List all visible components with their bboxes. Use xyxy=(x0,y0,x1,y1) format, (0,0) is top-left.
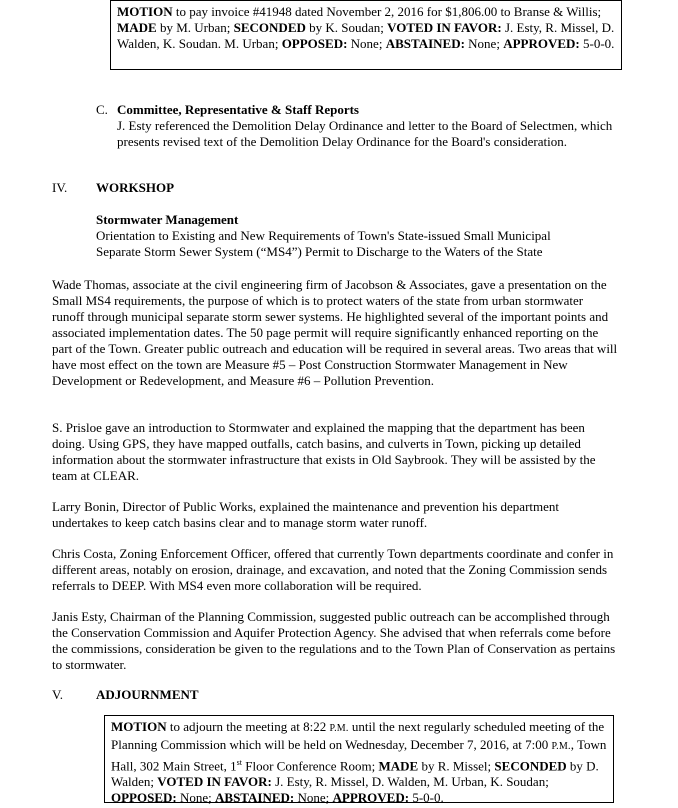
section-iv-numeral: IV. xyxy=(52,180,68,195)
motion-box-invoice xyxy=(110,0,622,70)
section-c-body: J. Esty referenced the Demolition Delay Ordinance and letter to the Board of Selectmen, which presents revised text of the Demolition Delay Ordinance for the Board's consideration. xyxy=(117,118,613,149)
motion-keyword: MOTION xyxy=(111,719,167,734)
motion-text-invoice: MOTION to pay invoice #41948 dated November 2, 2016 for $1,806.00 to Branse & Willis; MADE by M. Urban; SECONDED by K. Soudan; VOTED IN FAVOR: J. Esty, R. Missel, D. Walden, K. Soudan. M. Urban; OPPOSED: None; ABSTAINED: None; APPROVED: 5-0-0. xyxy=(117,4,615,51)
motion-text-adjourn: MOTION to adjourn the meeting at 8:22 P.M. until the next regularly scheduled meeting of the Planning Commission which will be held on Wednesday, December 7, 2016, at 7:00 P.M., Town Hall, 302 Main Street, 1st Floor Conference Room; MADE by R. Missel; SECONDED by D. Walden; VOTED IN FAVOR: J. Esty, R. Missel, D. Walden, M. Urban, K. Soudan; OPPOSED: None; ABSTAINED: None; APPROVED: 5-0-0. xyxy=(111,719,607,806)
stormwater-orientation: Orientation to Existing and New Requirements of Town's State-issued Small Municipal Separate Storm Sewer System (“MS4”) Permit to Discharge to the Waters of the State xyxy=(96,228,551,259)
section-c-letter: C. xyxy=(96,102,108,117)
paragraph-esty: Janis Esty, Chairman of the Planning Commission, suggested public outreach can be accomplished through the Conservation Commission and Aquifer Protection Agency. She advised that when referrals come before the commissions, consideration be given to the regulations and to the Town Plan of Conservation as pertains to stormwater. xyxy=(52,609,616,672)
motion-keyword: MOTION xyxy=(117,4,173,19)
section-iv-title: WORKSHOP xyxy=(96,180,175,195)
paragraph-costa: Chris Costa, Zoning Enforcement Officer, offered that currently Town departments coordinate and confer in different areas, notably on erosion, drainage, and excavation, and noted that the Zoning Commission sends referrals to DEEP. With MS4 even more collaboration will be required. xyxy=(52,546,614,593)
paragraph-wade-thomas: Wade Thomas, associate at the civil engineering firm of Jacobson & Associates, gave a presentation on the Small MS4 requirements, the purpose of which is to protect waters of the state from urban stormwater runoff through municipal separate storm sewer systems. He highlighted several of the important points and associated implementation dates. The 50 page permit will require significantly enhanced reporting on the part of the Town. Greater public outreach and education will be required in several areas. Two areas that will have most effect on the town are Measure #5 – Post Construction Stormwater Management in New Development or Redevelopment, and Measure #6 – Pollution Prevention. xyxy=(52,277,618,388)
section-c-title: Committee, Representative & Staff Reports xyxy=(117,102,359,117)
section-v-numeral: V. xyxy=(52,687,63,702)
motion-box-adjourn xyxy=(104,715,614,806)
paragraph-bonin: Larry Bonin, Director of Public Works, explained the maintenance and prevention his department undertakes to keep catch basins clear and to manage storm water runoff. xyxy=(52,499,560,530)
stormwater-subtitle: Stormwater Management xyxy=(96,212,239,227)
section-v-title: ADJOURNMENT xyxy=(96,687,199,702)
paragraph-prisloe: S. Prisloe gave an introduction to Stormwater and explained the mapping that the department has been doing. Using GPS, they have mapped outfalls, catch basins, and culverts in Town, picking up detailed information about the stormwater infrastructure that exists in Old Saybrook. They will be assisted by the team at CLEAR. xyxy=(52,420,596,483)
